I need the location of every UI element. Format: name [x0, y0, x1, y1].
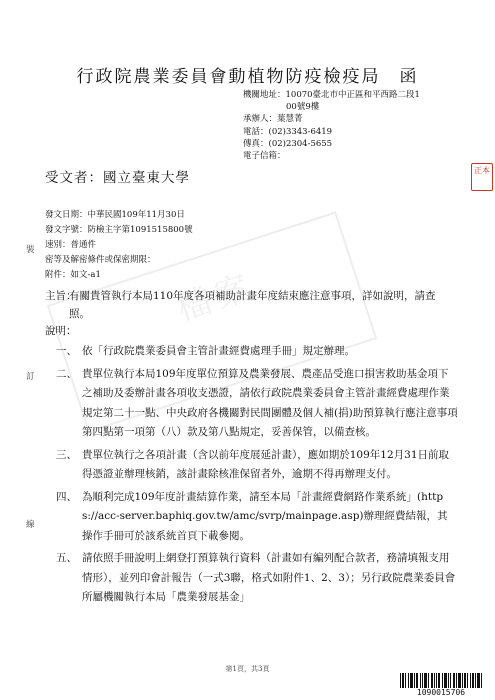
- agency-info: [243, 89, 483, 162]
- subject-label: 主旨：: [45, 290, 77, 302]
- subject: [45, 287, 455, 323]
- list-item: [56, 549, 458, 608]
- list-item: [56, 488, 458, 547]
- attachment: 附件：如文-a1: [45, 270, 101, 280]
- document-meta: [45, 208, 193, 283]
- document-title: 行政院農業委員會動植物防疫檢疫局 函: [76, 67, 419, 87]
- item-text: 依「行政院農業委員會主管計畫經費處理手冊」規定辦理。: [82, 345, 355, 357]
- recipient: 受文者：國立臺東大學: [45, 170, 190, 186]
- delivery-speed: 速別：普通件: [45, 240, 97, 250]
- explanation-label: 說明：: [45, 325, 77, 337]
- email: 電子信箱：: [243, 151, 286, 162]
- item-text: 為順利完成109年度計畫結算作業，請至本局「計畫經費網路作業系統」(https://acc-server.baphiq.gov.tw/amc/svrp/mainpage.asp)辦理經費結報，其操作手冊可於該系統首頁下載參閱。: [82, 490, 448, 542]
- phone: 電話：(02)3343-6419: [243, 126, 333, 137]
- barcode-number: 1090015706: [416, 688, 466, 697]
- list-item: [56, 342, 458, 362]
- fax: 傳真：(02)2304-5655: [243, 138, 333, 149]
- watermark-text: 檔案: [171, 266, 261, 330]
- subject-text: 有關貴管執行本局110年度各項補助計畫年度結束應注意事項，詳如說明，請查照。: [69, 290, 436, 320]
- address-line-cont: 00號9樓: [286, 102, 320, 113]
- list-item: [56, 365, 458, 443]
- item-number: 五、: [56, 552, 77, 564]
- item-number: 三、: [56, 448, 77, 461]
- item-number: 二、: [56, 367, 77, 380]
- item-text: 貴單位執行本局109年度單位預算及農業發展、農產品受進口損害救助基金項下之補助及委辦計畫各項收支憑證，請依行政院農業委員會主管計畫經費處理作業規定第二十一點、中央政府各機關對民間團體及個人補(捐)助預算執行應注意事項第四點第一項第（八）款及第八點規定，妥善保管，以備查核。: [82, 367, 458, 438]
- handler: 承辦人：葉慧菁: [243, 114, 303, 125]
- item-number: 一、: [56, 345, 77, 357]
- item-text: 請依照手冊說明上網登打預算執行資料（計畫如有編列配合款者，務請填報支用情形），並列印會計報告（一式3聯，格式如附件1、2、3）；另行政院農業委員會所屬機關執行本局「農業發展基金」: [82, 552, 456, 603]
- binding-mark: 裝: [26, 245, 35, 255]
- secrecy-level: 密等及解密條件或保密期限：: [45, 255, 156, 265]
- item-number: 四、: [56, 490, 77, 503]
- document-number: 發文字號：防檢主字第1091515800號: [45, 225, 193, 235]
- list-item: [56, 446, 458, 485]
- binding-mark: 線: [26, 520, 35, 530]
- red-seal-stamp: 正本: [471, 163, 493, 191]
- item-text: 貴單位執行之各項計畫（含以前年度展延計畫），應如期於109年12月31日前取得憑證並辦理核銷，該計畫除核准保留者外，逾期不得再辦理支付。: [82, 448, 450, 480]
- explanation-list: [56, 342, 458, 611]
- address-line: 機關地址：10070臺北市中正區和平西路二段1: [243, 90, 420, 100]
- binding-mark: 訂: [26, 372, 35, 382]
- barcode-icon: [400, 673, 482, 688]
- issue-date: 發文日期：中華民國109年11月30日: [45, 210, 185, 220]
- page-number: 第1頁，共3頁: [225, 665, 270, 673]
